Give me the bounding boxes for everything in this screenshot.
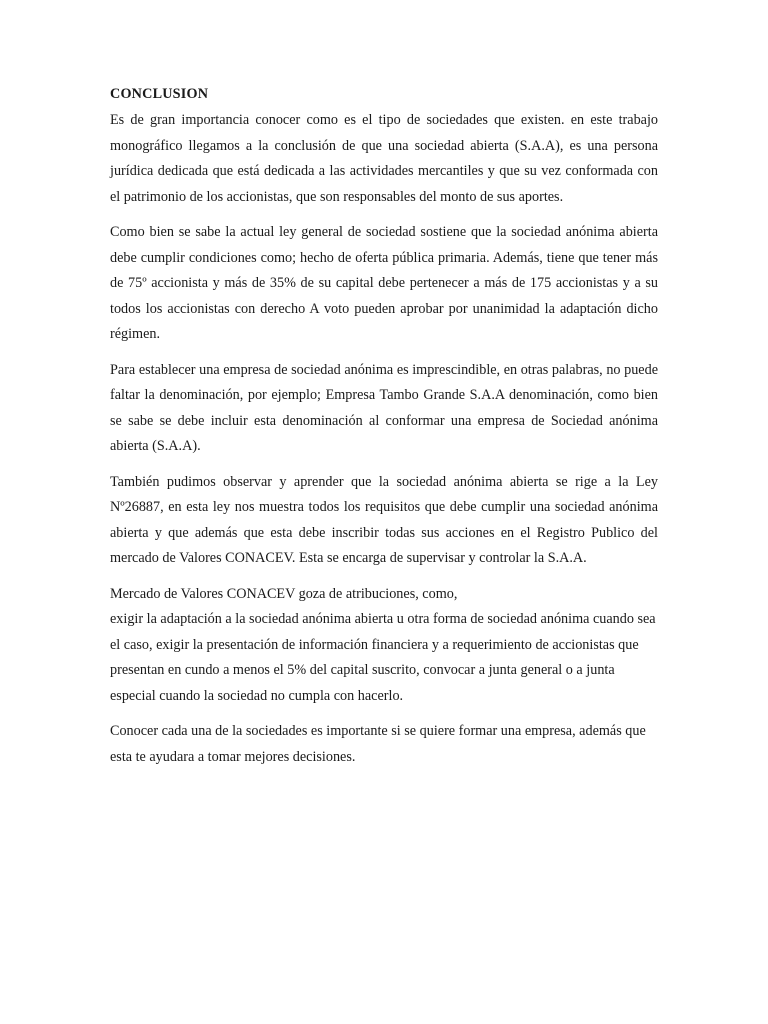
- paragraph-1: Es de gran importancia conocer como es el tipo de sociedades que existen. en este trabajo monográfico llegamos a la conclusión de que una sociedad abierta (S.A.A), es una persona jurídica dedicada que está dedicada a las actividades mercantiles y que su vez conformada con el patrimonio de los accionistas, que son responsables del monto de sus aportes.: [110, 112, 658, 205]
- paragraph-7: Conocer cada una de la sociedades es importante si se quiere formar una empresa, además que esta te ayudara a tomar mejores decisiones.: [110, 723, 646, 765]
- document-title: CONCLUSION: [110, 86, 209, 102]
- paragraph-3: Para establecer una empresa de sociedad anónima es imprescindible, en otras palabras, no puede faltar la denominación, por ejemplo; Empresa Tambo Grande S.A.A denominación, como bien se sabe se debe incluir esta denominación al conformar una empresa de Sociedad anónima abierta (S.A.A).: [110, 361, 658, 454]
- paragraph-6: exigir la adaptación a la sociedad anónima abierta u otra forma de sociedad anónima cuando sea el caso, exigir la presentación de información financiera y a requerimiento de accionistas que presentan en cundo a menos el 5% del capital suscrito, convocar a junta general o a junta especial cuando la sociedad no cumpla con hacerlo.: [110, 611, 656, 704]
- paragraph-4: También pudimos observar y aprender que la sociedad anónima abierta se rige a la Ley Nº26887, en esta ley nos muestra todos los requisitos que debe cumplir una sociedad anónima abierta y que además que esta debe inscribir todas sus acciones en el Registro Publico del mercado de Valores CONACEV. Esta se encarga de supervisar y controlar la S.A.A.: [110, 473, 658, 566]
- document-body: [110, 84, 658, 780]
- paragraph-2: Como bien se sabe la actual ley general de sociedad sostiene que la sociedad anónima abierta debe cumplir condiciones como; hecho de oferta pública primaria. Además, tiene que tener más de 75º accionista y más de 35% de su capital debe pertenecer a más de 175 accionistas y a su todos los accionistas con derecho A voto pueden aprobar por unanimidad la adaptación dicho régimen.: [110, 224, 658, 342]
- paragraph-5: Mercado de Valores CONACEV goza de atribuciones, como,: [110, 585, 458, 602]
